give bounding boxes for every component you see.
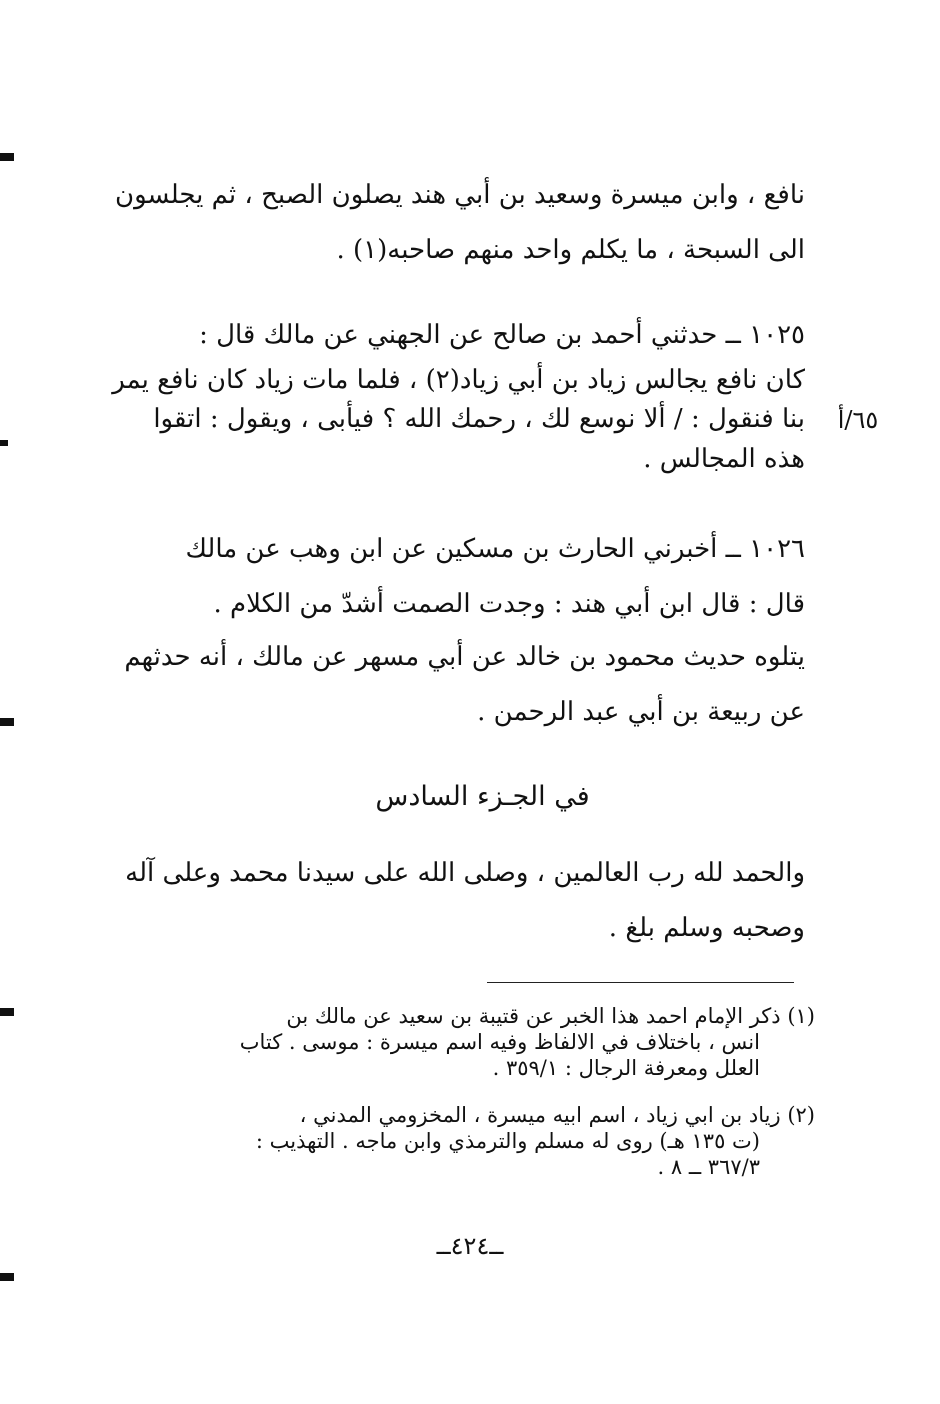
scan-edge-mark	[0, 1273, 14, 1281]
closing-paragraph	[125, 846, 805, 956]
text-line: عن ربيعة بن أبي عبد الرحمن .	[477, 697, 805, 727]
footnote-2	[150, 1102, 815, 1180]
footnote-line: (٢) زياد بن ابي زياد ، اسم ابيه ميسرة ، المخزومي المدني ،	[299, 1103, 815, 1127]
footnote-line: ٣٦٧/٣ ــ ٨ .	[657, 1155, 760, 1179]
footnote-1	[150, 1003, 815, 1081]
text-line: الى السبحة ، ما يكلم واحد منهم صاحبه(١) .	[336, 235, 805, 265]
text-line: هذه المجالس .	[643, 444, 805, 474]
footnote-line: انس ، باختلاف في الالفاظ وفيه اسم ميسرة : موسى . كتاب	[239, 1030, 760, 1054]
scan-edge-mark	[0, 440, 8, 446]
footnote-line: (١) ذكر الإمام احمد هذا الخبر عن قتيبة بن سعيد عن مالك بن	[286, 1004, 815, 1028]
text-line: ١٠٢٦ ــ أخبرني الحارث بن مسكين عن ابن وهب عن مالك	[185, 534, 805, 564]
text-line: نافع ، وابن ميسرة وسعيد بن أبي هند يصلون الصبح ، ثم يجلسون	[115, 180, 805, 210]
text-line: كان نافع يجالس زياد بن أبي زياد(٢) ، فلما مات زياد كان نافع يمر	[112, 365, 805, 395]
hadith-1025	[112, 308, 805, 487]
hadith-1026	[160, 522, 805, 632]
paragraph-continuation	[115, 168, 805, 278]
continuation-note	[124, 630, 805, 740]
text-line: يتلوه حديث محمود بن خالد عن أبي مسهر عن مالك ، أنه حدثهم	[124, 642, 805, 672]
footnote-line: (ت ١٣٥ هـ) روى له مسلم والترمذي وابن ماجه . التهذيب :	[255, 1129, 760, 1153]
text-line: بنا فنقول : / ألا نوسع لك ، رحمك الله ؟ فيأبى ، ويقول : اتقوا	[153, 404, 805, 434]
footnote-line: العلل ومعرفة الرجال : ٣٥٩/١ .	[492, 1056, 760, 1080]
text-line: قال : قال ابن أبي هند : وجدت الصمت أشدّ من الكلام .	[213, 589, 805, 619]
section-heading: في الجـزء السادس	[375, 781, 590, 812]
manuscript-folio-ref: ٦٥/أ	[837, 406, 879, 434]
scan-edge-mark	[0, 1008, 14, 1016]
scan-edge-mark	[0, 153, 14, 161]
text-line: وصحبه وسلم بلغ .	[608, 913, 805, 943]
page-number: ــ٤٢٤ــ	[436, 1232, 504, 1260]
text-line: ١٠٢٥ ــ حدثني أحمد بن صالح عن الجهني عن مالك قال :	[199, 320, 805, 350]
footnote-separator	[487, 982, 794, 983]
text-line: والحمد لله رب العالمين ، وصلى الله على سيدنا محمد وعلى آله	[125, 858, 805, 888]
scan-edge-mark	[0, 718, 14, 726]
